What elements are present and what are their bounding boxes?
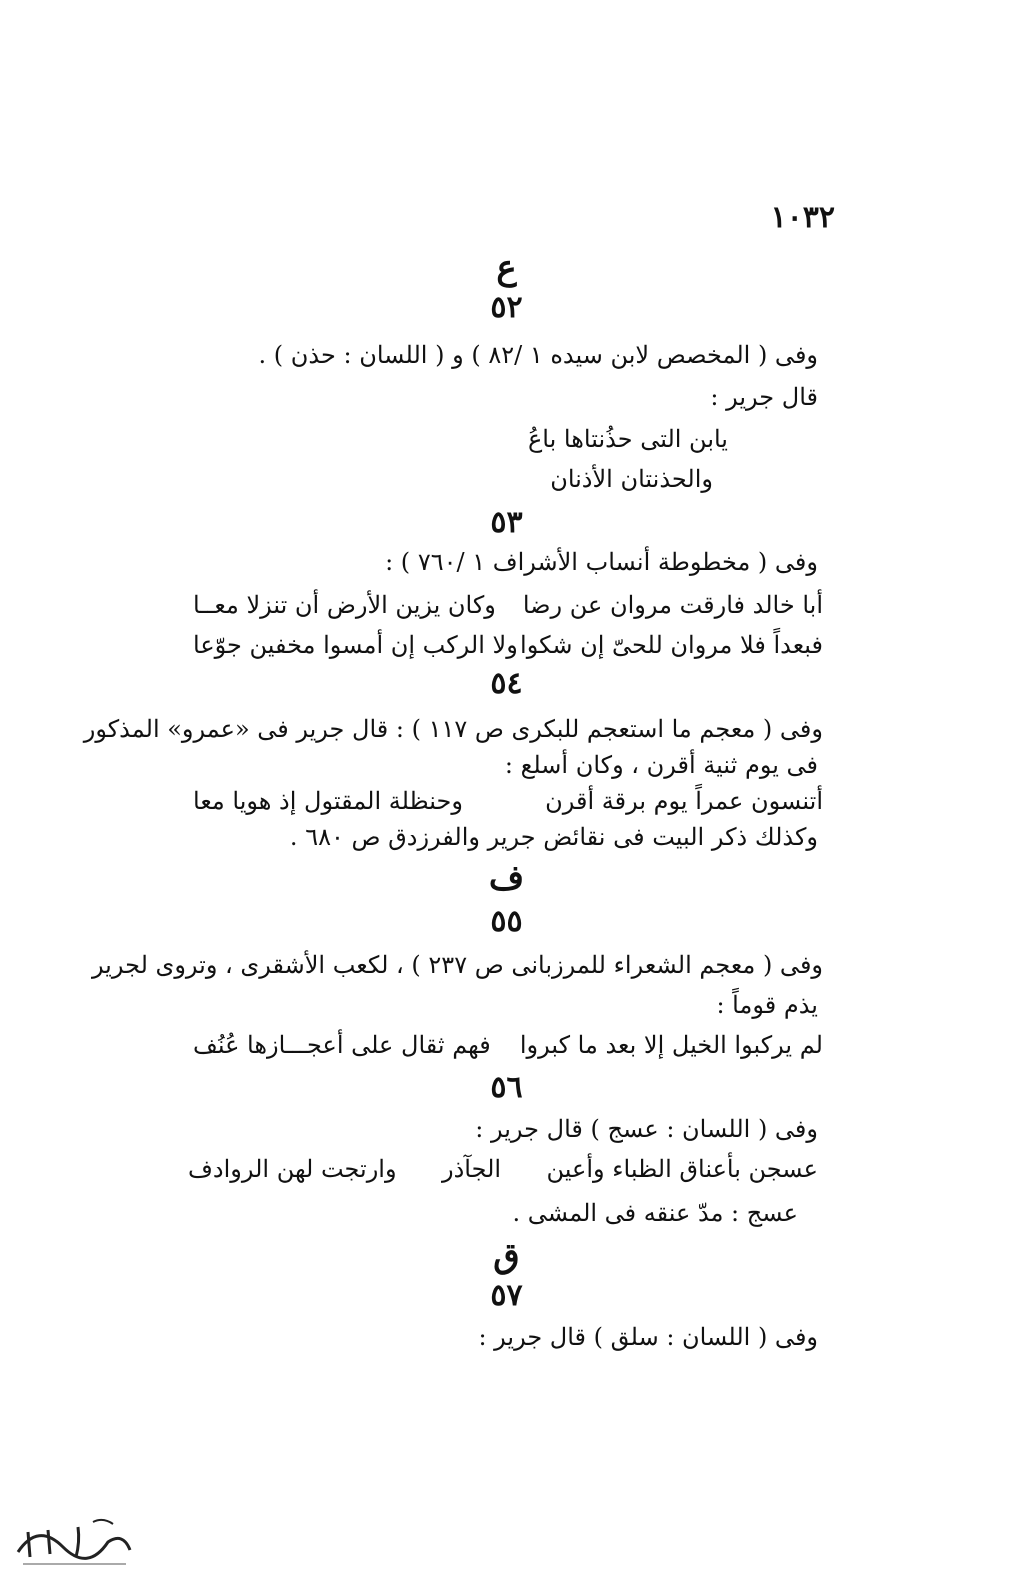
verse-part-left: وارتجت لهن الروادف xyxy=(188,1155,397,1183)
entry-number-55: ٥٥ xyxy=(490,904,523,939)
entry-number-52: ٥٢ xyxy=(490,290,523,325)
section-letter-ain: ع xyxy=(496,248,517,288)
entry-number-53: ٥٣ xyxy=(490,505,523,540)
entry-54-note: وكذلك ذكر البيت فى نقائض جرير والفرزدق ص ٦٨٠ . xyxy=(289,823,818,851)
entry-54-verse xyxy=(193,784,823,818)
verse-hemistich-left: وحنظلة المقتول إذ هويا معا xyxy=(193,787,463,815)
entry-54-source: وفى ( معجم ما استعجم للبكرى ص ١١٧ ) : قال جرير فى «عمرو» المذكور xyxy=(83,715,823,743)
section-letter-qaf: ق xyxy=(493,1236,520,1276)
entry-number-54: ٥٤ xyxy=(490,666,523,701)
library-logo xyxy=(8,1502,138,1572)
verse-hemistich-right: لم يركبوا الخيل إلا بعد ما كبروا xyxy=(519,1031,823,1059)
entry-52-verse-1: يابن التى حذُنتاها باعُ xyxy=(527,425,728,453)
verse-hemistich-right: أبا خالد فارقت مروان عن رضا xyxy=(522,591,823,619)
entry-55-verse xyxy=(193,1028,823,1062)
entry-54-context: فى يوم ثنية أقرن ، وكان أسلع : xyxy=(504,751,818,779)
entry-number-56: ٥٦ xyxy=(490,1070,523,1105)
page-number: ١٠٣٢ xyxy=(770,200,835,235)
verse-part-right: عسجن بأعناق الظباء وأعين xyxy=(546,1155,818,1183)
verse-hemistich-right: أتنسون عمراً يوم برقة أقرن xyxy=(545,787,823,815)
entry-57-source: وفى ( اللسان : سلق ) قال جرير : xyxy=(478,1323,818,1351)
entry-52-source: وفى ( المخصص لابن سيده ١ /٨٢ ) و ( اللسان : حذن ) . xyxy=(258,341,818,369)
section-letter-fa: ف xyxy=(488,858,525,898)
entry-53-verse-2 xyxy=(193,628,823,662)
entry-53-source: وفى ( مخطوطة أنساب الأشراف ١ /٧٦٠ ) : xyxy=(385,548,818,576)
entry-number-57: ٥٧ xyxy=(490,1278,523,1313)
verse-hemistich-left: وكان يزين الأرض أن تنزلا معــا xyxy=(193,591,496,619)
entry-55-intro: يذم قوماً : xyxy=(716,991,818,1019)
entry-53-verse-1 xyxy=(193,588,823,622)
verse-hemistich-left: ولا الركب إن أمسوا مخفين جوّعا xyxy=(193,631,518,659)
verse-part-middle: الجآذر xyxy=(442,1155,502,1183)
verse-hemistich-right: فبعداً فلا مروان للحىّ إن شكوا xyxy=(520,631,823,659)
verse-hemistich-left: فهم ثقال على أعجـــازها عُنُف xyxy=(193,1031,491,1059)
entry-56-gloss: عسج : مدّ عنقه فى المشى . xyxy=(512,1199,798,1227)
calligraphy-logo-icon xyxy=(8,1502,138,1572)
entry-52-intro: قال جرير : xyxy=(710,383,818,411)
entry-55-source: وفى ( معجم الشعراء للمرزبانى ص ٢٣٧ ) ، لكعب الأشقرى ، وتروى لجرير xyxy=(91,951,823,979)
entry-56-verse xyxy=(188,1152,818,1186)
entry-52-verse-2: والحذنتان الأذنان xyxy=(550,465,713,493)
entry-56-source: وفى ( اللسان : عسج ) قال جرير : xyxy=(475,1115,818,1143)
